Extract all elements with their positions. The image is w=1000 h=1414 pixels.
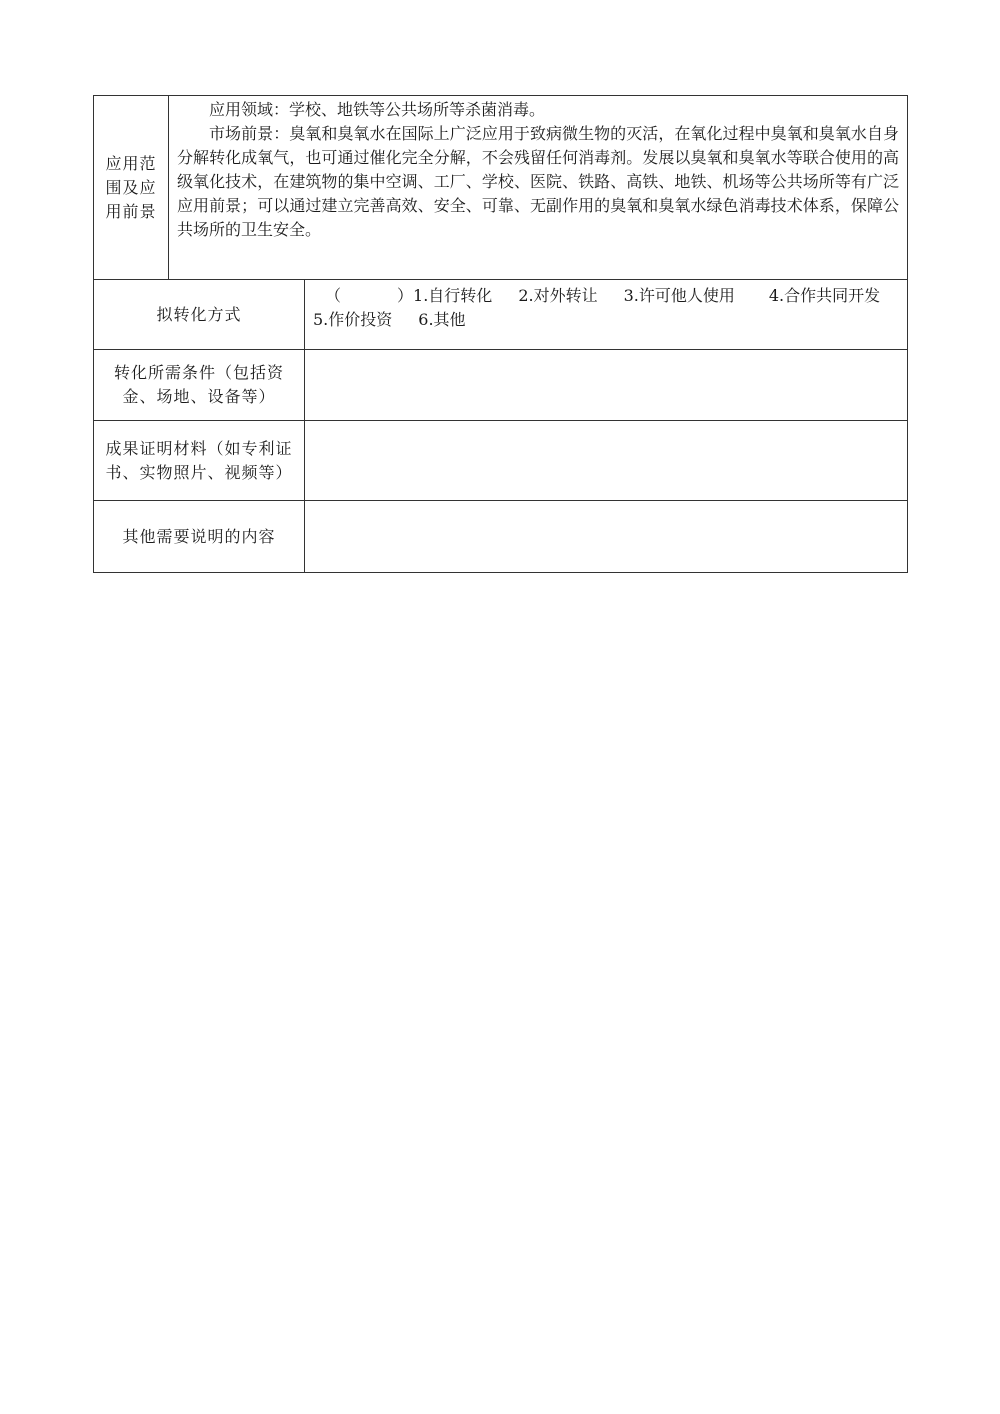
proof-materials-label: 成果证明材料（如专利证书、实物照片、视频等） (94, 421, 305, 500)
conversion-method-options (305, 280, 907, 349)
option-license: 3.许可他人使用 (623, 286, 735, 305)
option-investment: 5.作价投资 (313, 310, 393, 329)
option-blank-open: （ (325, 286, 342, 305)
other-notes-label: 其他需要说明的内容 (94, 501, 305, 572)
option-self-conversion: 1.自行转化 (413, 286, 493, 305)
form-table (93, 95, 908, 573)
conversion-conditions-value[interactable] (305, 350, 907, 420)
other-notes-row (94, 500, 907, 572)
options-line-1 (313, 284, 899, 308)
market-prospect-text: 市场前景：臭氧和臭氧水在国际上广泛应用于致病微生物的灭活，在氧化过程中臭氧和臭氧水自身分解转化成氧气，也可通过催化完全分解，不会残留任何消毒剂。发展以臭氧和臭氧水等联合使用的高级氧化技术，在建筑物的集中空调、工厂、学校、医院、铁路、高铁、地铁、机场等公共场所等有广泛应用前景；可以通过建立完善高效、安全、可靠、无副作用的臭氧和臭氧水绿色消毒技术体系，保障公共场所的卫生安全。 (177, 124, 899, 239)
option-external-transfer: 2.对外转让 (518, 286, 598, 305)
conversion-conditions-label: 转化所需条件（包括资金、场地、设备等） (94, 350, 305, 420)
proof-materials-value[interactable] (305, 421, 907, 500)
application-scope-row (94, 96, 907, 279)
application-scope-content (169, 96, 907, 279)
option-other: 6.其他 (418, 310, 466, 329)
other-notes-value[interactable] (305, 501, 907, 572)
option-cooperation: 4.合作共同开发 (768, 286, 881, 305)
option-blank-close: ） (397, 286, 414, 305)
application-scope-label: 应用范围及应用前景 (94, 96, 169, 279)
conversion-method-row (94, 279, 907, 349)
application-field-text: 应用领域：学校、地铁等公共场所等杀菌消毒。 (209, 100, 546, 119)
options-line-2 (313, 308, 899, 332)
conversion-conditions-row (94, 349, 907, 420)
conversion-method-label: 拟转化方式 (94, 280, 305, 349)
proof-materials-row (94, 420, 907, 500)
